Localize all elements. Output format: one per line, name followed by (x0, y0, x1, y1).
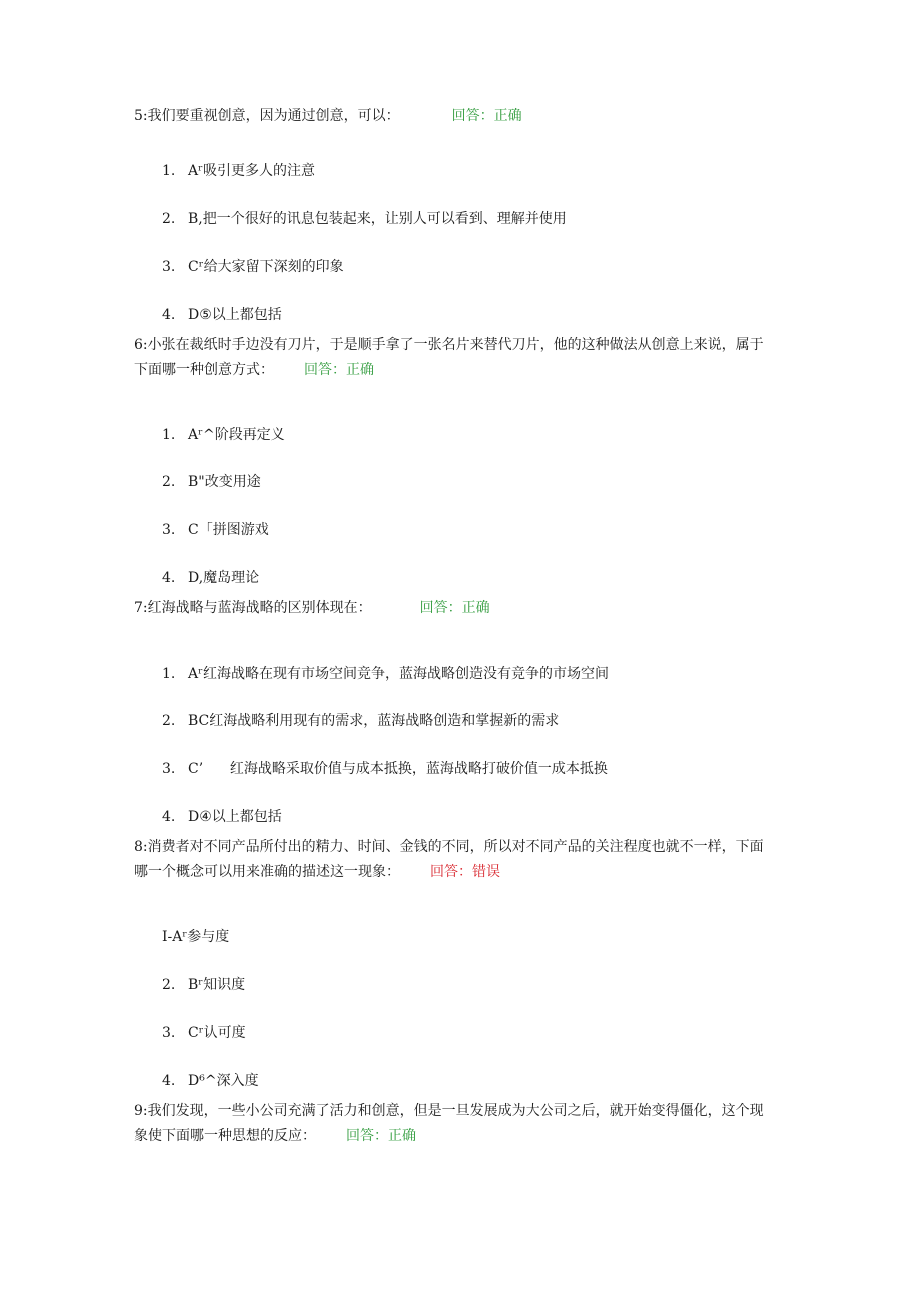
option-item: 2. B"改变用途 (162, 474, 261, 490)
question-7 (134, 596, 774, 621)
question-8 (134, 835, 774, 885)
question-9 (134, 1099, 774, 1149)
option-item: 4. D④以上都包括 (162, 809, 282, 825)
answer-status: 回答：正确 (419, 600, 490, 616)
option-item: 4. D⑤以上都包括 (162, 307, 282, 323)
option-item: 2. B,把一个很好的讯息包装起来，让别人可以看到、理解并使用 (162, 211, 567, 227)
option-item: 1. Aʳ^阶段再定义 (162, 427, 285, 443)
question-text: 8:消费者对不同产品所付出的精力、时间、金钱的不同，所以对不同产品的关注程度也就不一样，下面哪一个概念可以用来准确的描述这一现象： (134, 839, 764, 880)
question-text: 7:红海战略与蓝海战略的区别体现在： (134, 600, 372, 616)
question-6 (134, 333, 774, 383)
option-item: 3. Cʳ给大家留下深刻的印象 (162, 259, 344, 275)
option-item: 4. D,魔岛理论 (162, 570, 260, 586)
option-item: 2. BC红海战略利用现有的需求，蓝海战略创造和掌握新的需求 (162, 713, 560, 729)
question-text: 6:小张在裁纸时手边没有刀片，于是顺手拿了一张名片来替代刀片，他的这种做法从创意上来说，属于下面哪一种创意方式： (134, 337, 764, 378)
option-item: 3. Cʳ认可度 (162, 1025, 246, 1041)
option-item: 1. Aʳ红海战略在现有市场空间竞争，蓝海战略创造没有竞争的市场空间 (162, 666, 609, 682)
option-item: 2. Bʳ知识度 (162, 977, 246, 993)
answer-status: 回答：正确 (451, 108, 522, 124)
option-item: 4. D⁶^深入度 (162, 1073, 259, 1089)
question-5 (134, 104, 774, 129)
question-text: 5:我们要重视创意，因为通过创意，可以： (134, 108, 400, 124)
answer-status: 回答：正确 (304, 362, 374, 378)
answer-status: 回答：正确 (346, 1128, 416, 1144)
option-item: I-Aʳ参与度 (162, 929, 230, 945)
option-item: 3. C’ 红海战略采取价值与成本抵换，蓝海战略打破价值一成本抵换 (162, 761, 608, 777)
option-item: 3. C「拼图游戏 (162, 522, 269, 538)
option-item: 1. Aʳ吸引更多人的注意 (162, 163, 315, 179)
answer-status: 回答：错误 (430, 864, 500, 880)
question-text: 9:我们发现，一些小公司充满了活力和创意，但是一旦发展成为大公司之后，就开始变得僵化，这个现象使下面哪一种思想的反应： (134, 1103, 764, 1144)
